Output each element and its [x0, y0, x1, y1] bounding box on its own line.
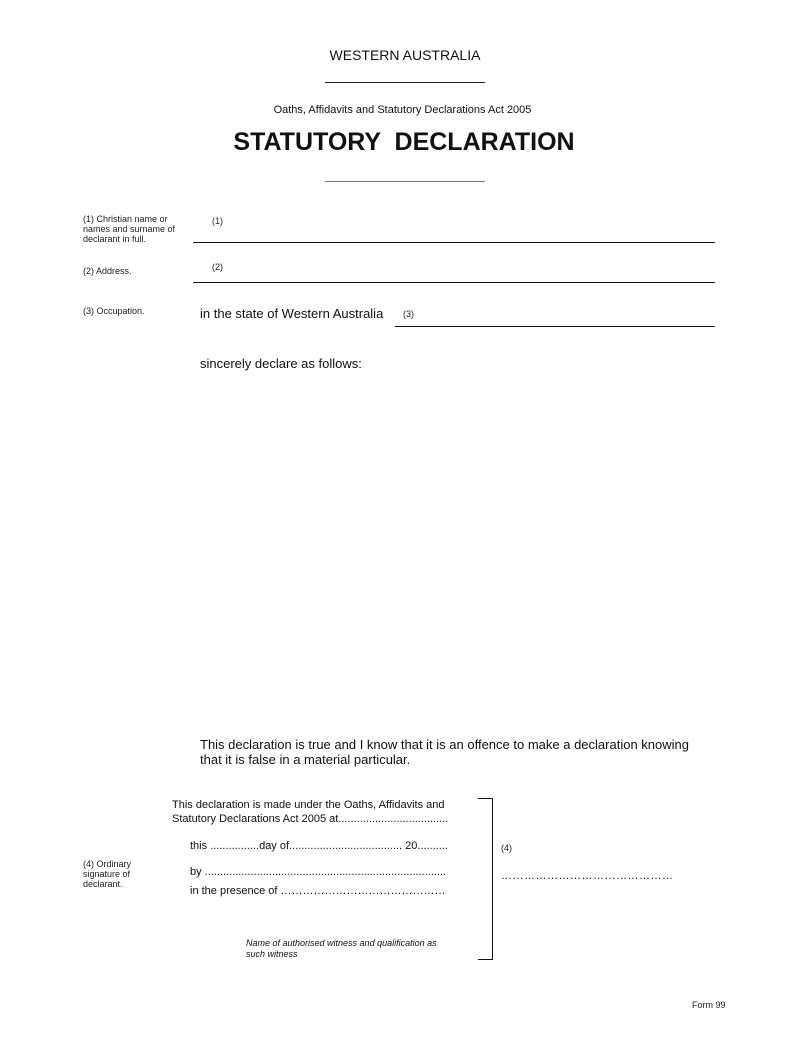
name-marker: (1) — [212, 216, 223, 226]
witness-caption: Name of authorised witness and qualification as such witness — [246, 938, 437, 959]
jurisdiction-heading: WESTERN AUSTRALIA — [329, 47, 481, 63]
margin-note-name: (1) Christian name or names and surname of declarant in full. — [83, 214, 176, 244]
occupation-field[interactable] — [395, 306, 715, 327]
date-line[interactable]: this ................day of..................................... 20.......... — [190, 840, 448, 852]
state-prefix: in the state of Western Australia — [200, 306, 384, 321]
made-under-text: This declaration is made under the Oaths, Affidavits and Statutory Declarations Act 2005 at.................................... — [172, 799, 449, 825]
presence-line[interactable]: in the presence of ……………………………………… — [190, 885, 446, 897]
header-rule-bottom — [325, 181, 485, 182]
act-name: Oaths, Affidavits and Statutory Declarations Act 2005 — [273, 104, 532, 116]
declaration-content-area[interactable] — [200, 380, 715, 725]
truth-statement: This declaration is true and I know that it is an offence to make a declaration knowing that it is false in a material particular. — [200, 737, 689, 767]
signature-marker: (4) — [501, 843, 512, 853]
attestation-bracket — [478, 798, 493, 960]
margin-note-occupation: (3) Occupation. — [83, 306, 145, 316]
margin-note-signature: (4) Ordinary signature of declarant. — [83, 859, 132, 889]
margin-note-address: (2) Address. — [83, 266, 132, 276]
page-title: STATUTORY DECLARATION — [233, 128, 575, 156]
signature-line[interactable]: ……………………………………… — [501, 870, 674, 882]
declare-intro: sincerely declare as follows: — [200, 356, 362, 371]
occupation-marker: (3) — [403, 309, 414, 319]
name-field[interactable] — [193, 222, 715, 243]
form-number: Form 99 — [692, 1000, 726, 1010]
by-line[interactable]: by ............................................................................... — [190, 866, 447, 878]
address-field[interactable] — [193, 262, 715, 283]
address-marker: (2) — [212, 262, 223, 272]
header-rule-top — [325, 82, 485, 83]
